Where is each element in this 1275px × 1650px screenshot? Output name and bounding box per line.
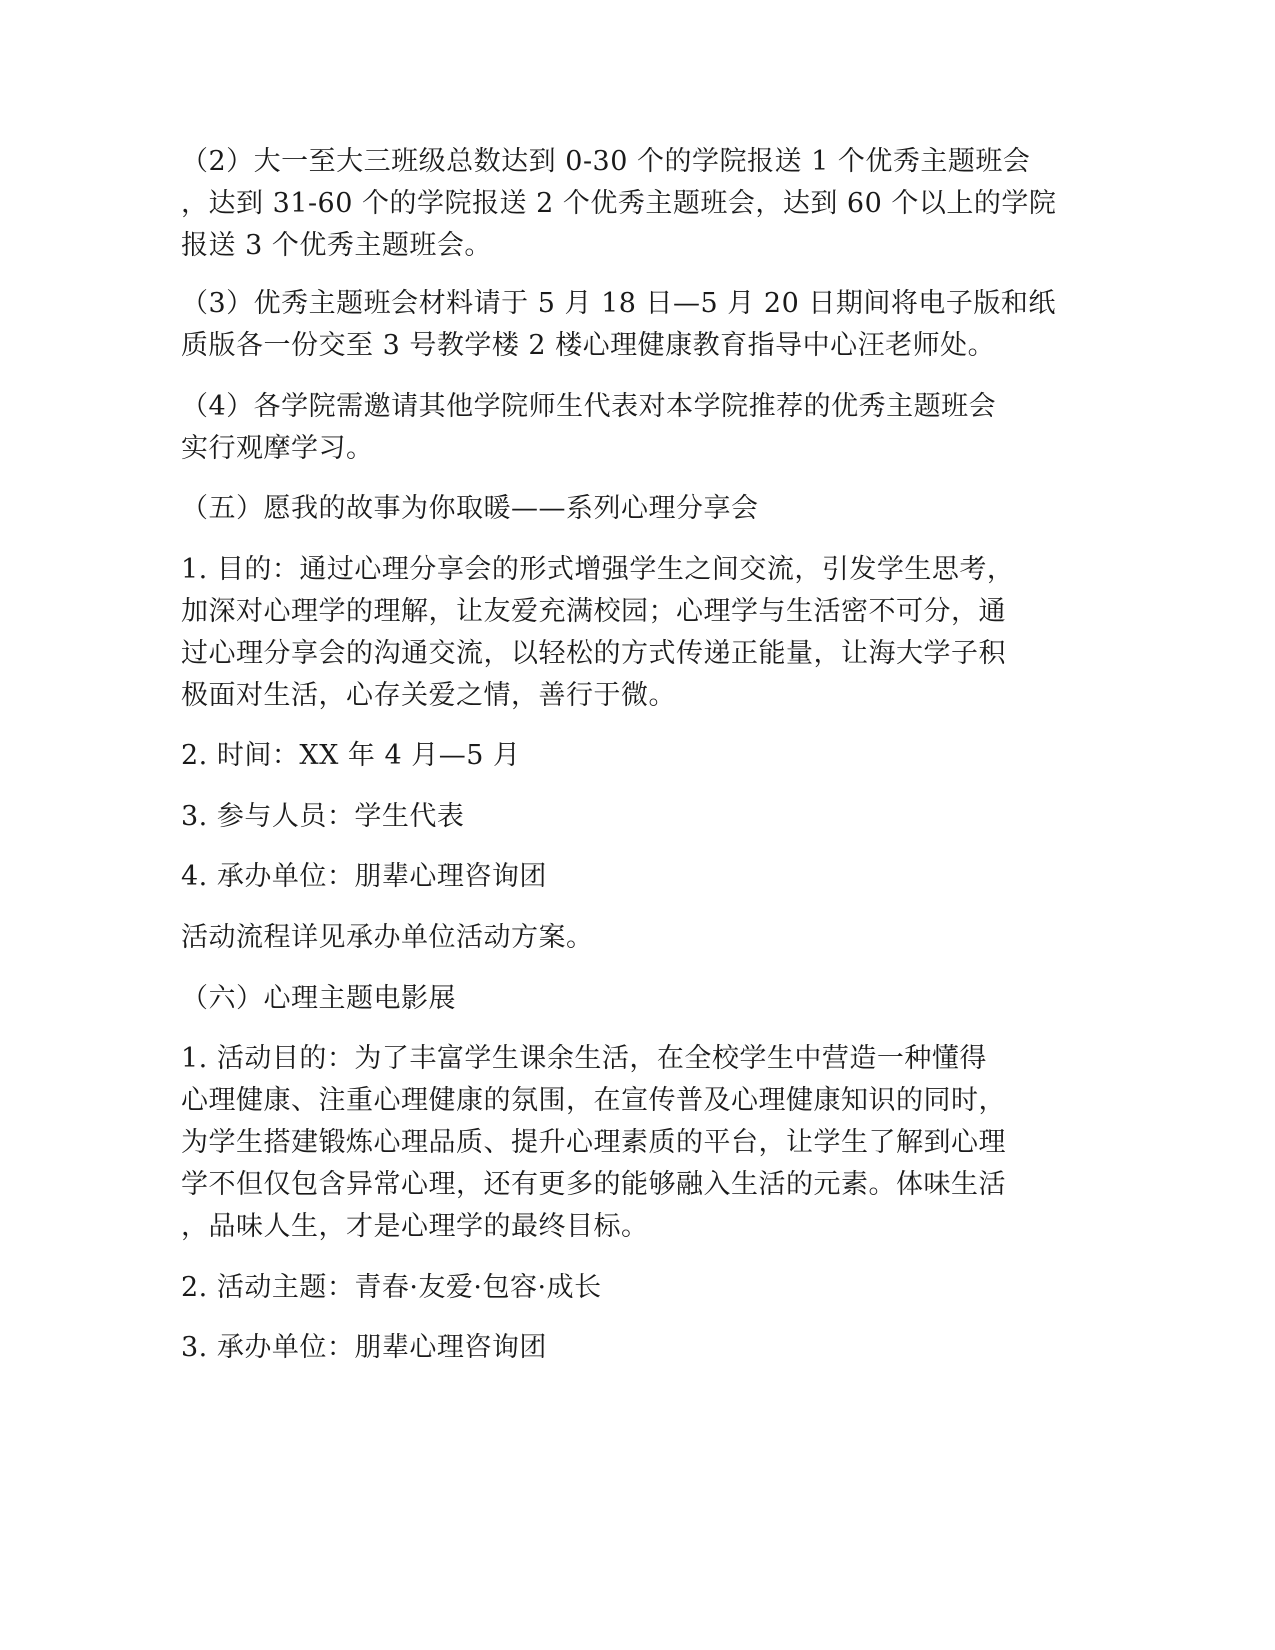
text-line: 极面对生活，心存关爱之情，善行于微。 (181, 680, 676, 711)
text-line: ，品味人生，才是心理学的最终目标。 (181, 1211, 649, 1242)
section-heading: （五）愿我的故事为你取暖——系列心理分享会 (181, 493, 759, 524)
text-line: 1. 活动目的：为了丰富学生课余生活，在全校学生中营造一种懂得 (181, 1043, 987, 1074)
text-line: 心理健康、注重心理健康的氛围，在宣传普及心理健康知识的同时， (181, 1085, 1006, 1116)
text-line: 活动流程详见承办单位活动方案。 (181, 922, 594, 953)
text-line: 1. 目的：通过心理分享会的形式增强学生之间交流，引发学生思考， (181, 554, 1015, 585)
text-line: 4. 承办单位：朋辈心理咨询团 (181, 861, 547, 892)
text-line: 为学生搭建锻炼心理品质、提升心理素质的平台，让学生了解到心理 (181, 1127, 1006, 1158)
text-line: （2）大一至大三班级总数达到 0-30 个的学院报送 1 个优秀主题班会 (181, 146, 1031, 177)
text-line: 2. 活动主题：青春·友爱·包容·成长 (181, 1272, 602, 1303)
text-line: 实行观摩学习。 (181, 433, 374, 464)
text-line: ，达到 31-60 个的学院报送 2 个优秀主题班会，达到 60 个以上的学院 (181, 188, 1057, 219)
text-line: 2. 时间：XX 年 4 月—5 月 (181, 740, 521, 771)
text-line: （4）各学院需邀请其他学院师生代表对本学院推荐的优秀主题班会 (181, 391, 997, 422)
text-line: 学不但仅包含异常心理，还有更多的能够融入生活的元素。体味生活 (181, 1169, 1006, 1200)
section-heading: （六）心理主题电影展 (181, 983, 456, 1014)
text-line: 加深对心理学的理解，让友爱充满校园；心理学与生活密不可分，通 (181, 596, 1006, 627)
text-line: 质版各一份交至 3 号教学楼 2 楼心理健康教育指导中心汪老师处。 (181, 330, 996, 361)
text-line: 3. 承办单位：朋辈心理咨询团 (181, 1332, 547, 1363)
text-line: 报送 3 个优秀主题班会。 (181, 230, 492, 261)
text-line: 3. 参与人员：学生代表 (181, 801, 465, 832)
text-line: 过心理分享会的沟通交流，以轻松的方式传递正能量，让海大学子积 (181, 638, 1006, 669)
text-line: （3）优秀主题班会材料请于 5 月 18 日—5 月 20 日期间将电子版和纸 (181, 288, 1056, 319)
